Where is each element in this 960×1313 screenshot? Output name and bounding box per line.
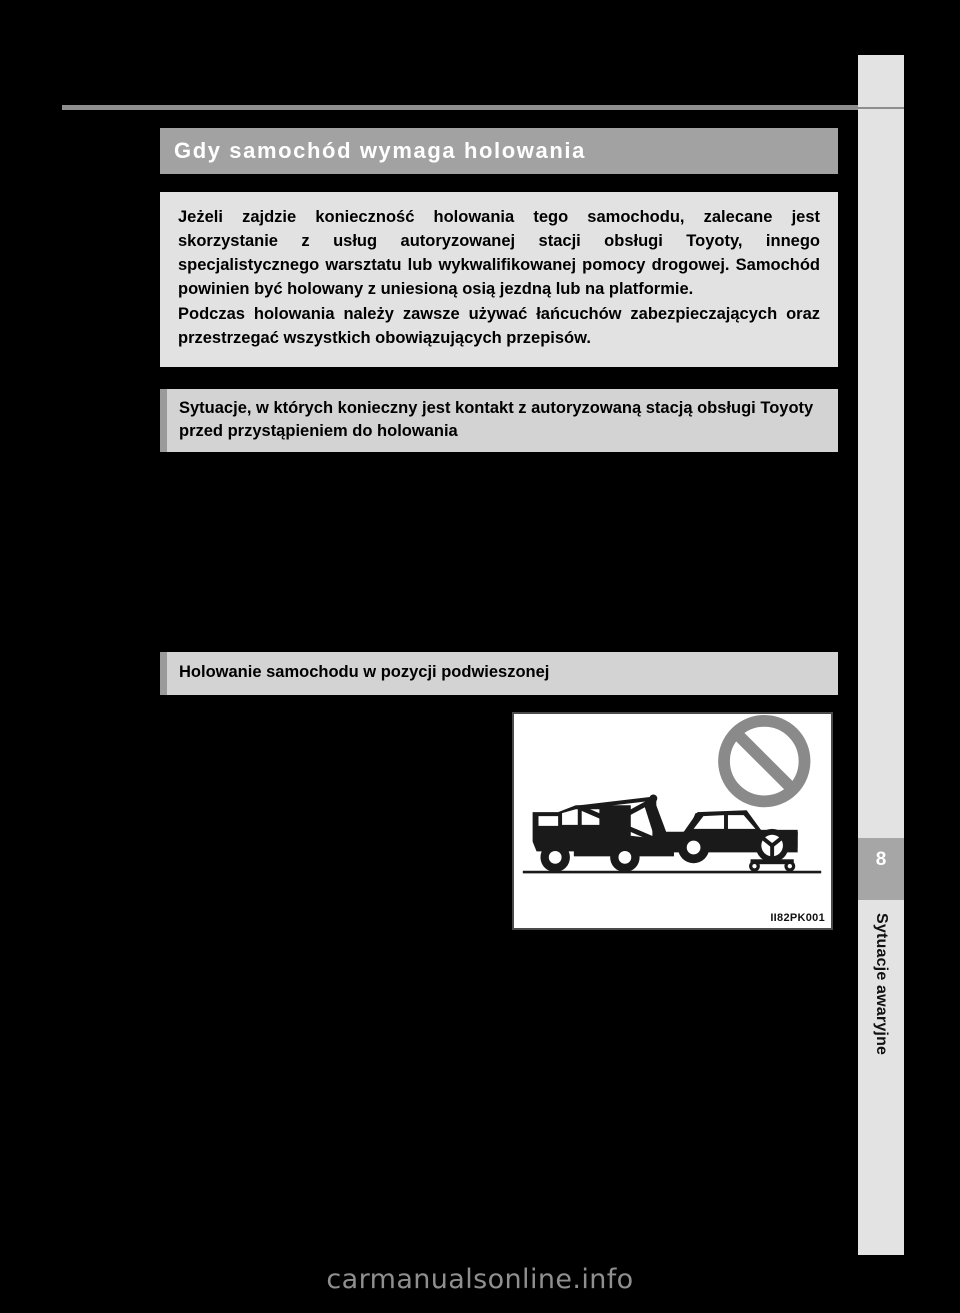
- section-heading-authorized-dealer: [160, 389, 838, 453]
- towing-illustration-svg: [514, 714, 831, 928]
- page-title: Gdy samochód wymaga holowania: [174, 138, 586, 163]
- section-heading-text: Holowanie samochodu w pozycji podwieszonej: [179, 663, 550, 682]
- intro-paragraph-2: Podczas holowania należy zawsze używać łańcuchów zabezpieczających oraz przestrzegać wszystkich obowiązujących przepisów.: [178, 304, 820, 347]
- header-rule-extension: [858, 107, 904, 109]
- page-title-bar: [160, 128, 838, 174]
- intro-text-box: [160, 192, 838, 367]
- intro-paragraph-1: Jeżeli zajdzie konieczność holowania tego samochodu, zalecane jest skorzystanie z usług autoryzowanej stacji obsługi Toyoty, innego specjalistycznego warsztatu lub wykwalifikowanej pomocy drogowej. Samochód powinien być holowany z uniesioną osią jezdną lub na platformie.: [178, 208, 820, 298]
- header-rule: [62, 105, 858, 110]
- prohibited-icon: [724, 721, 804, 801]
- page-number: 8: [875, 849, 887, 870]
- figure-code: II82PK001: [770, 912, 825, 924]
- section-accent-bar: [160, 389, 167, 453]
- section-heading-text: Sytuacje, w których konieczny jest kontakt z autoryzowaną stacją obsługi Toyoty przed przystąpieniem do holowania: [179, 398, 814, 440]
- chapter-tab: [858, 838, 904, 900]
- chapter-label-text: Sytuacje awaryjne: [873, 913, 890, 1056]
- content-column: [160, 128, 838, 695]
- watermark: carmanualsonline.info: [326, 1264, 634, 1295]
- section-accent-bar: [160, 652, 167, 694]
- tow-truck: [533, 794, 674, 872]
- section-body-placeholder-1: [160, 452, 838, 630]
- towing-illustration: [512, 712, 833, 930]
- section-heading-suspended-towing: [160, 652, 838, 694]
- chapter-label: [858, 905, 904, 1235]
